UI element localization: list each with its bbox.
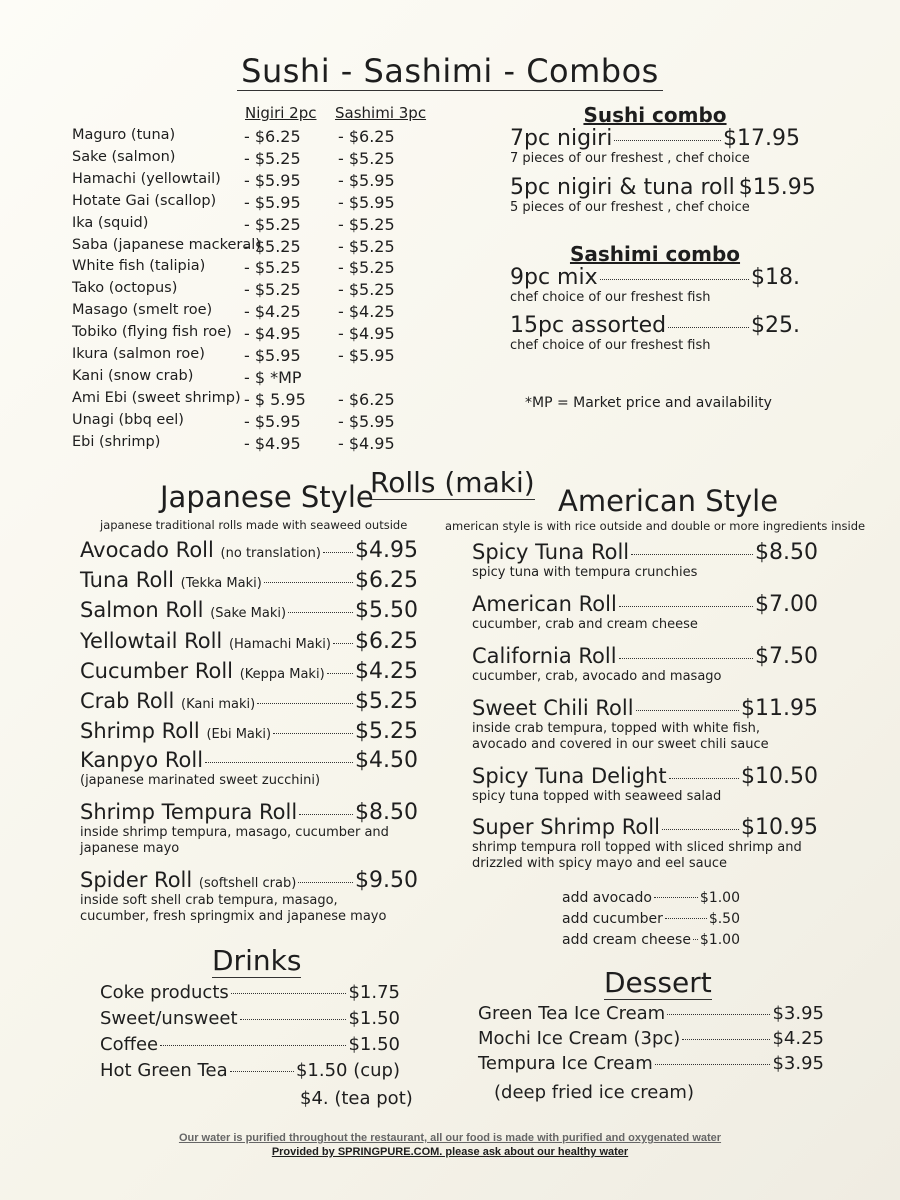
footer-provider-note: Provided by SPRINGPURE.COM. please ask about our healthy water (271, 1146, 629, 1158)
roll-name: California Roll (472, 644, 617, 668)
page-title: Sushi - Sashimi - Combos (0, 52, 900, 90)
addon-name: add cream cheese (562, 932, 691, 948)
roll-price: $5.25 (355, 689, 418, 714)
sushi-item-name: Saba (japanese mackeral) (72, 236, 261, 253)
combo-name: 7pc nigiri (510, 126, 613, 151)
dot-leader (619, 606, 753, 607)
combo-price: $17.95 (723, 126, 800, 151)
roll-name: Spicy Tuna Roll (472, 540, 630, 564)
sushi-item-name: Ebi (shrimp) (72, 433, 161, 450)
roll-desc: cucumber, crab, avocado and masago (472, 669, 722, 684)
american-style-heading: American Style (558, 484, 779, 518)
dot-leader (631, 554, 753, 555)
dessert-item (478, 1028, 824, 1049)
roll-desc: (japanese marinated sweet zucchini) (80, 773, 321, 788)
nigiri-price: - $5.95 (244, 170, 301, 190)
sushi-item-row (72, 324, 442, 346)
sushi-item-row (72, 434, 442, 456)
sashimi-price: - $5.25 (338, 280, 395, 300)
sashimi-price: - $4.95 (338, 324, 395, 344)
roll-name (80, 719, 271, 743)
sashimi-price: - $6.25 (338, 389, 395, 409)
combo-price: $15.95 (738, 175, 816, 200)
roll-name-text: Shrimp Tempura Roll (80, 800, 298, 824)
roll-name (80, 868, 296, 892)
roll-line (80, 689, 418, 714)
drink-price: $1.50 (348, 1034, 400, 1055)
drink-name: Coffee (100, 1034, 159, 1055)
roll-price: $11.95 (741, 696, 818, 721)
combo-desc: 7 pieces of our freshest , chef choice (510, 151, 750, 166)
dot-leader (600, 279, 749, 280)
roll-price: $7.50 (755, 644, 818, 669)
roll-translation: (Hamachi Maki) (228, 637, 331, 652)
roll-line (80, 598, 418, 623)
roll-line (472, 815, 818, 840)
drinks-heading: Drinks (212, 944, 302, 977)
dessert-heading: Dessert (604, 966, 712, 999)
roll-name-text: Kanpyo Roll (80, 748, 204, 772)
japanese-roll-item (80, 538, 418, 563)
roll-name-text: Tuna Roll (80, 568, 174, 592)
dot-leader (298, 882, 353, 883)
combo-price: $18. (751, 265, 800, 290)
sashimi-column-header: Sashimi 3pc (335, 104, 427, 122)
roll-name-text: Cucumber Roll (80, 659, 234, 683)
dot-leader (668, 327, 749, 328)
japanese-style-heading: Japanese Style (160, 480, 374, 514)
dessert-item (478, 1053, 824, 1074)
sushi-item-name: Ikura (salmon roe) (72, 346, 205, 362)
roll-price: $10.95 (741, 815, 818, 840)
dot-leader (619, 658, 753, 659)
nigiri-price: - $4.95 (244, 324, 301, 344)
american-roll-item (472, 592, 818, 633)
sushi-item-name: Sake (salmon) (72, 148, 176, 165)
nigiri-price: - $5.95 (244, 411, 301, 431)
drink-item (100, 1060, 400, 1081)
sashimi-price: - $6.25 (338, 127, 395, 146)
sashimi-price: - $4.95 (338, 433, 395, 453)
sushi-item-row (72, 237, 442, 259)
japanese-roll-item (80, 868, 418, 925)
roll-translation: (Tekka Maki) (180, 576, 262, 591)
roll-price: $4.95 (355, 538, 418, 563)
american-roll-item (472, 764, 818, 805)
dot-leader (264, 582, 353, 583)
roll-name (80, 689, 255, 713)
roll-translation: (Sake Maki) (210, 606, 287, 621)
nigiri-price: - $5.25 (244, 280, 301, 300)
dot-leader (669, 778, 739, 779)
sashimi-price: - $4.25 (338, 302, 395, 322)
sushi-item-name: Tobiko (flying fish roe) (72, 324, 232, 341)
roll-line (472, 644, 818, 669)
roll-name-text: Shrimp Roll (80, 719, 200, 743)
nigiri-price: - $5.25 (244, 236, 301, 256)
drink-price: $1.75 (348, 982, 400, 1003)
sushi-item-name: Maguro (tuna) (72, 127, 176, 143)
roll-name (80, 538, 321, 562)
japanese-roll-item (80, 598, 418, 623)
dot-leader (636, 710, 739, 711)
roll-line (80, 629, 418, 654)
dot-leader (327, 673, 353, 674)
sushi-item-row (72, 412, 442, 434)
roll-name (80, 659, 325, 683)
roll-name (80, 800, 297, 824)
roll-line (80, 659, 418, 684)
sushi-item-name: Tako (octopus) (72, 280, 178, 297)
roll-desc: inside crab tempura, topped with white fish, avocado and covered in our sweet chili sauce (472, 721, 769, 752)
dessert-name: Green Tea Ice Cream (478, 1003, 666, 1024)
roll-line (472, 540, 818, 565)
japanese-roll-item (80, 629, 418, 654)
dot-leader (682, 1039, 770, 1040)
dot-leader (288, 612, 353, 613)
roll-desc: spicy tuna topped with seaweed salad (472, 789, 722, 804)
roll-price: $10.50 (741, 764, 818, 789)
drink-item (100, 1008, 400, 1029)
drink-name: Sweet/unsweet (100, 1008, 238, 1029)
roll-name (80, 568, 262, 592)
roll-desc: cucumber, crab and cream cheese (472, 617, 698, 632)
roll-name-text: Spider Roll (80, 868, 193, 892)
american-roll-item (472, 644, 818, 685)
roll-price: $7.00 (755, 592, 818, 617)
dot-leader (654, 897, 698, 898)
roll-name-text: Crab Roll (80, 689, 175, 713)
japanese-roll-item (80, 659, 418, 684)
roll-translation: (softshell crab) (198, 876, 297, 891)
rolls-heading: Rolls (maki) (370, 466, 535, 499)
roll-line (472, 696, 818, 721)
addon-name: add cucumber (562, 911, 663, 927)
sashimi-price: - $5.25 (338, 258, 395, 278)
roll-name-text: Salmon Roll (80, 598, 204, 622)
roll-desc: inside shrimp tempura, masago, cucumber and japanese mayo (80, 825, 389, 856)
roll-translation: (Keppa Maki) (239, 667, 325, 682)
roll-line (80, 748, 418, 773)
roll-price: $5.25 (355, 719, 418, 744)
dot-leader (240, 1019, 347, 1020)
sashimi-price: - $5.95 (338, 346, 395, 365)
dot-leader (205, 762, 353, 763)
footer-water-note: Our water is purified throughout the restaurant, all our food is made with purified and oxygenated water (178, 1132, 722, 1144)
roll-line (80, 538, 418, 563)
nigiri-price: - $4.95 (244, 433, 301, 453)
sushi-combo-item (510, 175, 816, 215)
sushi-item-row (72, 215, 442, 237)
roll-price: $6.25 (355, 629, 418, 654)
addon-item (562, 911, 740, 927)
dot-leader (667, 1014, 770, 1015)
roll-name-text: Yellowtail Roll (80, 629, 223, 653)
combo-name: 15pc assorted (510, 313, 667, 338)
roll-desc: inside soft shell crab tempura, masago, cucumber, fresh springmix and japanese mayo (80, 893, 387, 924)
addon-price: $1.00 (699, 890, 740, 906)
nigiri-price: - $ 5.95 (244, 389, 306, 409)
combo-desc: chef choice of our freshest fish (510, 290, 711, 305)
addon-item (562, 890, 740, 906)
dessert-name: Tempura Ice Cream (478, 1053, 653, 1074)
dot-leader (230, 1071, 294, 1072)
drink-name: Hot Green Tea (100, 1060, 228, 1081)
roll-price: $4.50 (355, 748, 418, 773)
japanese-roll-item (80, 800, 418, 857)
dot-leader (299, 814, 353, 815)
nigiri-price: - $ *MP (244, 367, 302, 387)
sushi-combo-item (510, 126, 800, 166)
combo-name: 5pc nigiri & tuna roll (510, 175, 735, 200)
dessert-price: $4.25 (772, 1028, 824, 1049)
sushi-item-name: Ami Ebi (sweet shrimp) (72, 389, 241, 406)
roll-translation: (Ebi Maki) (206, 727, 272, 742)
sushi-item-name: Ika (squid) (72, 214, 149, 231)
sushi-item-row (72, 171, 442, 193)
roll-name: Spicy Tuna Delight (472, 764, 667, 788)
sushi-item-name: Hamachi (yellowtail) (72, 170, 221, 187)
combo-desc: 5 pieces of our freshest , chef choice (510, 200, 750, 215)
roll-name (80, 748, 203, 772)
dessert-price: $3.95 (772, 1003, 824, 1024)
roll-price: $4.25 (355, 659, 418, 684)
dot-leader (333, 643, 353, 644)
roll-price: $5.50 (355, 598, 418, 623)
roll-line (80, 868, 418, 893)
american-roll-item (472, 815, 818, 872)
dot-leader (231, 993, 347, 994)
dot-leader (662, 829, 739, 830)
addon-item (562, 932, 740, 948)
sushi-item-row (72, 390, 442, 412)
addon-price: $.50 (708, 911, 740, 927)
sushi-combo-heading: Sushi combo (583, 103, 727, 127)
dot-leader (614, 140, 721, 141)
sushi-item-row (72, 302, 442, 324)
american-roll-item (472, 696, 818, 753)
market-price-note: *MP = Market price and availability (525, 395, 772, 411)
nigiri-price: - $6.25 (244, 127, 301, 146)
nigiri-price: - $5.25 (244, 148, 301, 168)
roll-price: $6.25 (355, 568, 418, 593)
roll-name: Sweet Chili Roll (472, 696, 634, 720)
addon-name: add avocado (562, 890, 652, 906)
sushi-item-row (72, 193, 442, 215)
roll-name: American Roll (472, 592, 617, 616)
addon-price: $1.00 (699, 932, 740, 948)
japanese-style-subtitle: japanese traditional rolls made with seaweed outside (100, 518, 408, 532)
roll-name (80, 629, 331, 653)
nigiri-price: - $5.25 (244, 214, 301, 234)
combo-name: 9pc mix (510, 265, 598, 290)
combo-price: $25. (751, 313, 800, 338)
japanese-roll-item (80, 568, 418, 593)
japanese-roll-item (80, 719, 418, 744)
dot-leader (323, 552, 353, 553)
roll-price: $9.50 (355, 868, 418, 893)
roll-name: Super Shrimp Roll (472, 815, 660, 839)
drink-price: $1.50 (348, 1008, 400, 1029)
drink-item (100, 1034, 400, 1055)
dessert-note: (deep fried ice cream) (494, 1082, 694, 1103)
nigiri-column-header: Nigiri 2pc (245, 104, 317, 122)
sashimi-price: - $5.25 (338, 214, 395, 234)
sushi-item-name: White fish (talipia) (72, 258, 206, 275)
drink-price: $1.50 (cup) (295, 1060, 400, 1081)
dot-leader (655, 1064, 771, 1065)
sushi-item-row (72, 280, 442, 302)
roll-translation: (Kani maki) (181, 697, 256, 712)
roll-line (472, 764, 818, 789)
roll-price: $8.50 (355, 800, 418, 825)
roll-line (472, 592, 818, 617)
sashimi-price: - $5.25 (338, 236, 395, 256)
sushi-item-name: Kani (snow crab) (72, 367, 194, 384)
sashimi-combo-heading: Sashimi combo (569, 242, 741, 266)
roll-name-text: Avocado Roll (80, 538, 214, 562)
dessert-item (478, 1003, 824, 1024)
dot-leader (665, 918, 707, 919)
roll-desc: spicy tuna with tempura crunchies (472, 565, 698, 580)
roll-price: $8.50 (755, 540, 818, 565)
dot-leader (257, 703, 353, 704)
combo-desc: chef choice of our freshest fish (510, 338, 711, 353)
nigiri-price: - $5.25 (244, 258, 301, 278)
drink-name: Coke products (100, 982, 229, 1003)
nigiri-price: - $5.95 (244, 346, 301, 365)
sashimi-price: - $5.95 (338, 192, 395, 212)
roll-line (80, 568, 418, 593)
sushi-item-row (72, 258, 442, 280)
japanese-roll-item (80, 748, 418, 789)
american-style-subtitle: american style is with rice outside and double or more ingredients inside (445, 519, 866, 533)
nigiri-price: - $4.25 (244, 302, 301, 322)
roll-translation: (no translation) (220, 546, 321, 561)
sushi-item-row (72, 368, 442, 390)
dot-leader (273, 733, 353, 734)
roll-line (80, 800, 418, 825)
sushi-item-row (72, 346, 442, 368)
dessert-price: $3.95 (772, 1053, 824, 1074)
sashimi-combo-item (510, 313, 800, 353)
teapot-price: $4. (tea pot) (300, 1088, 413, 1109)
dot-leader (693, 939, 698, 940)
sushi-item-row (72, 149, 442, 171)
nigiri-price: - $5.95 (244, 192, 301, 212)
sushi-item-name: Hotate Gai (scallop) (72, 192, 217, 209)
sashimi-price: - $5.95 (338, 170, 395, 190)
roll-name (80, 598, 286, 622)
dessert-name: Mochi Ice Cream (3pc) (478, 1028, 681, 1049)
sashimi-price: - $5.95 (338, 411, 395, 431)
sashimi-price: - $5.25 (338, 148, 395, 168)
roll-line (80, 719, 418, 744)
sushi-item-name: Masago (smelt roe) (72, 302, 213, 319)
sushi-item-row (72, 127, 442, 149)
roll-desc: shrimp tempura roll topped with sliced shrimp and drizzled with spicy mayo and eel sauce (472, 840, 802, 871)
dot-leader (160, 1045, 346, 1046)
japanese-roll-item (80, 689, 418, 714)
sashimi-combo-item (510, 265, 800, 305)
sushi-item-name: Unagi (bbq eel) (72, 411, 184, 428)
american-roll-item (472, 540, 818, 581)
drink-item (100, 982, 400, 1003)
